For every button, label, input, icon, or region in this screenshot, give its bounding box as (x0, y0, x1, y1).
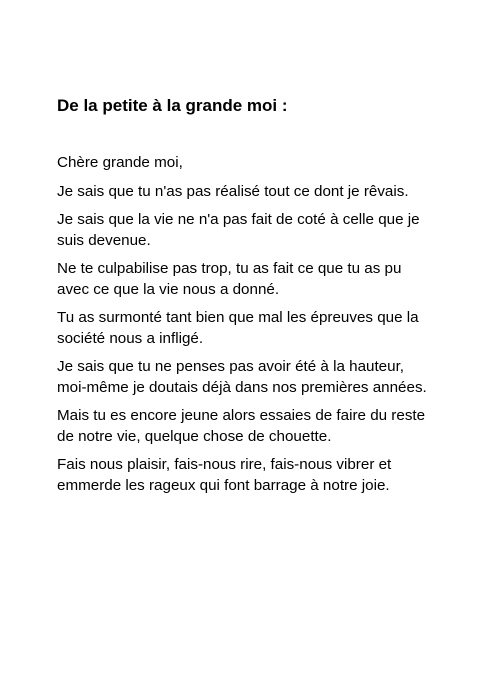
paragraph: Tu as surmonté tant bien que mal les épreuves que la société nous a infligé. (57, 309, 419, 347)
document-title: De la petite à la grande moi : (57, 96, 288, 115)
paragraph: Mais tu es encore jeune alors essaies de faire du reste de notre vie, quelque chose de chouette. (57, 407, 426, 445)
paragraph: Fais nous plaisir, fais-nous rire, fais-nous vibrer et emmerde les rageux qui font barrage à notre joie. (57, 456, 392, 494)
paragraph: Je sais que la vie ne n'a pas fait de coté à celle que je suis devenue. (57, 211, 420, 249)
paragraph: Je sais que tu ne penses pas avoir été à la hauteur, moi-même je doutais déjà dans nos premières années. (57, 358, 427, 396)
paragraph: Je sais que tu n'as pas réalisé tout ce dont je rêvais. (57, 182, 409, 200)
letter-body (57, 153, 437, 504)
paragraph-greeting: Chère grande moi, (57, 154, 183, 171)
paragraph: Ne te culpabilise pas trop, tu as fait ce que tu as pu avec ce que la vie nous a donné. (57, 260, 402, 298)
